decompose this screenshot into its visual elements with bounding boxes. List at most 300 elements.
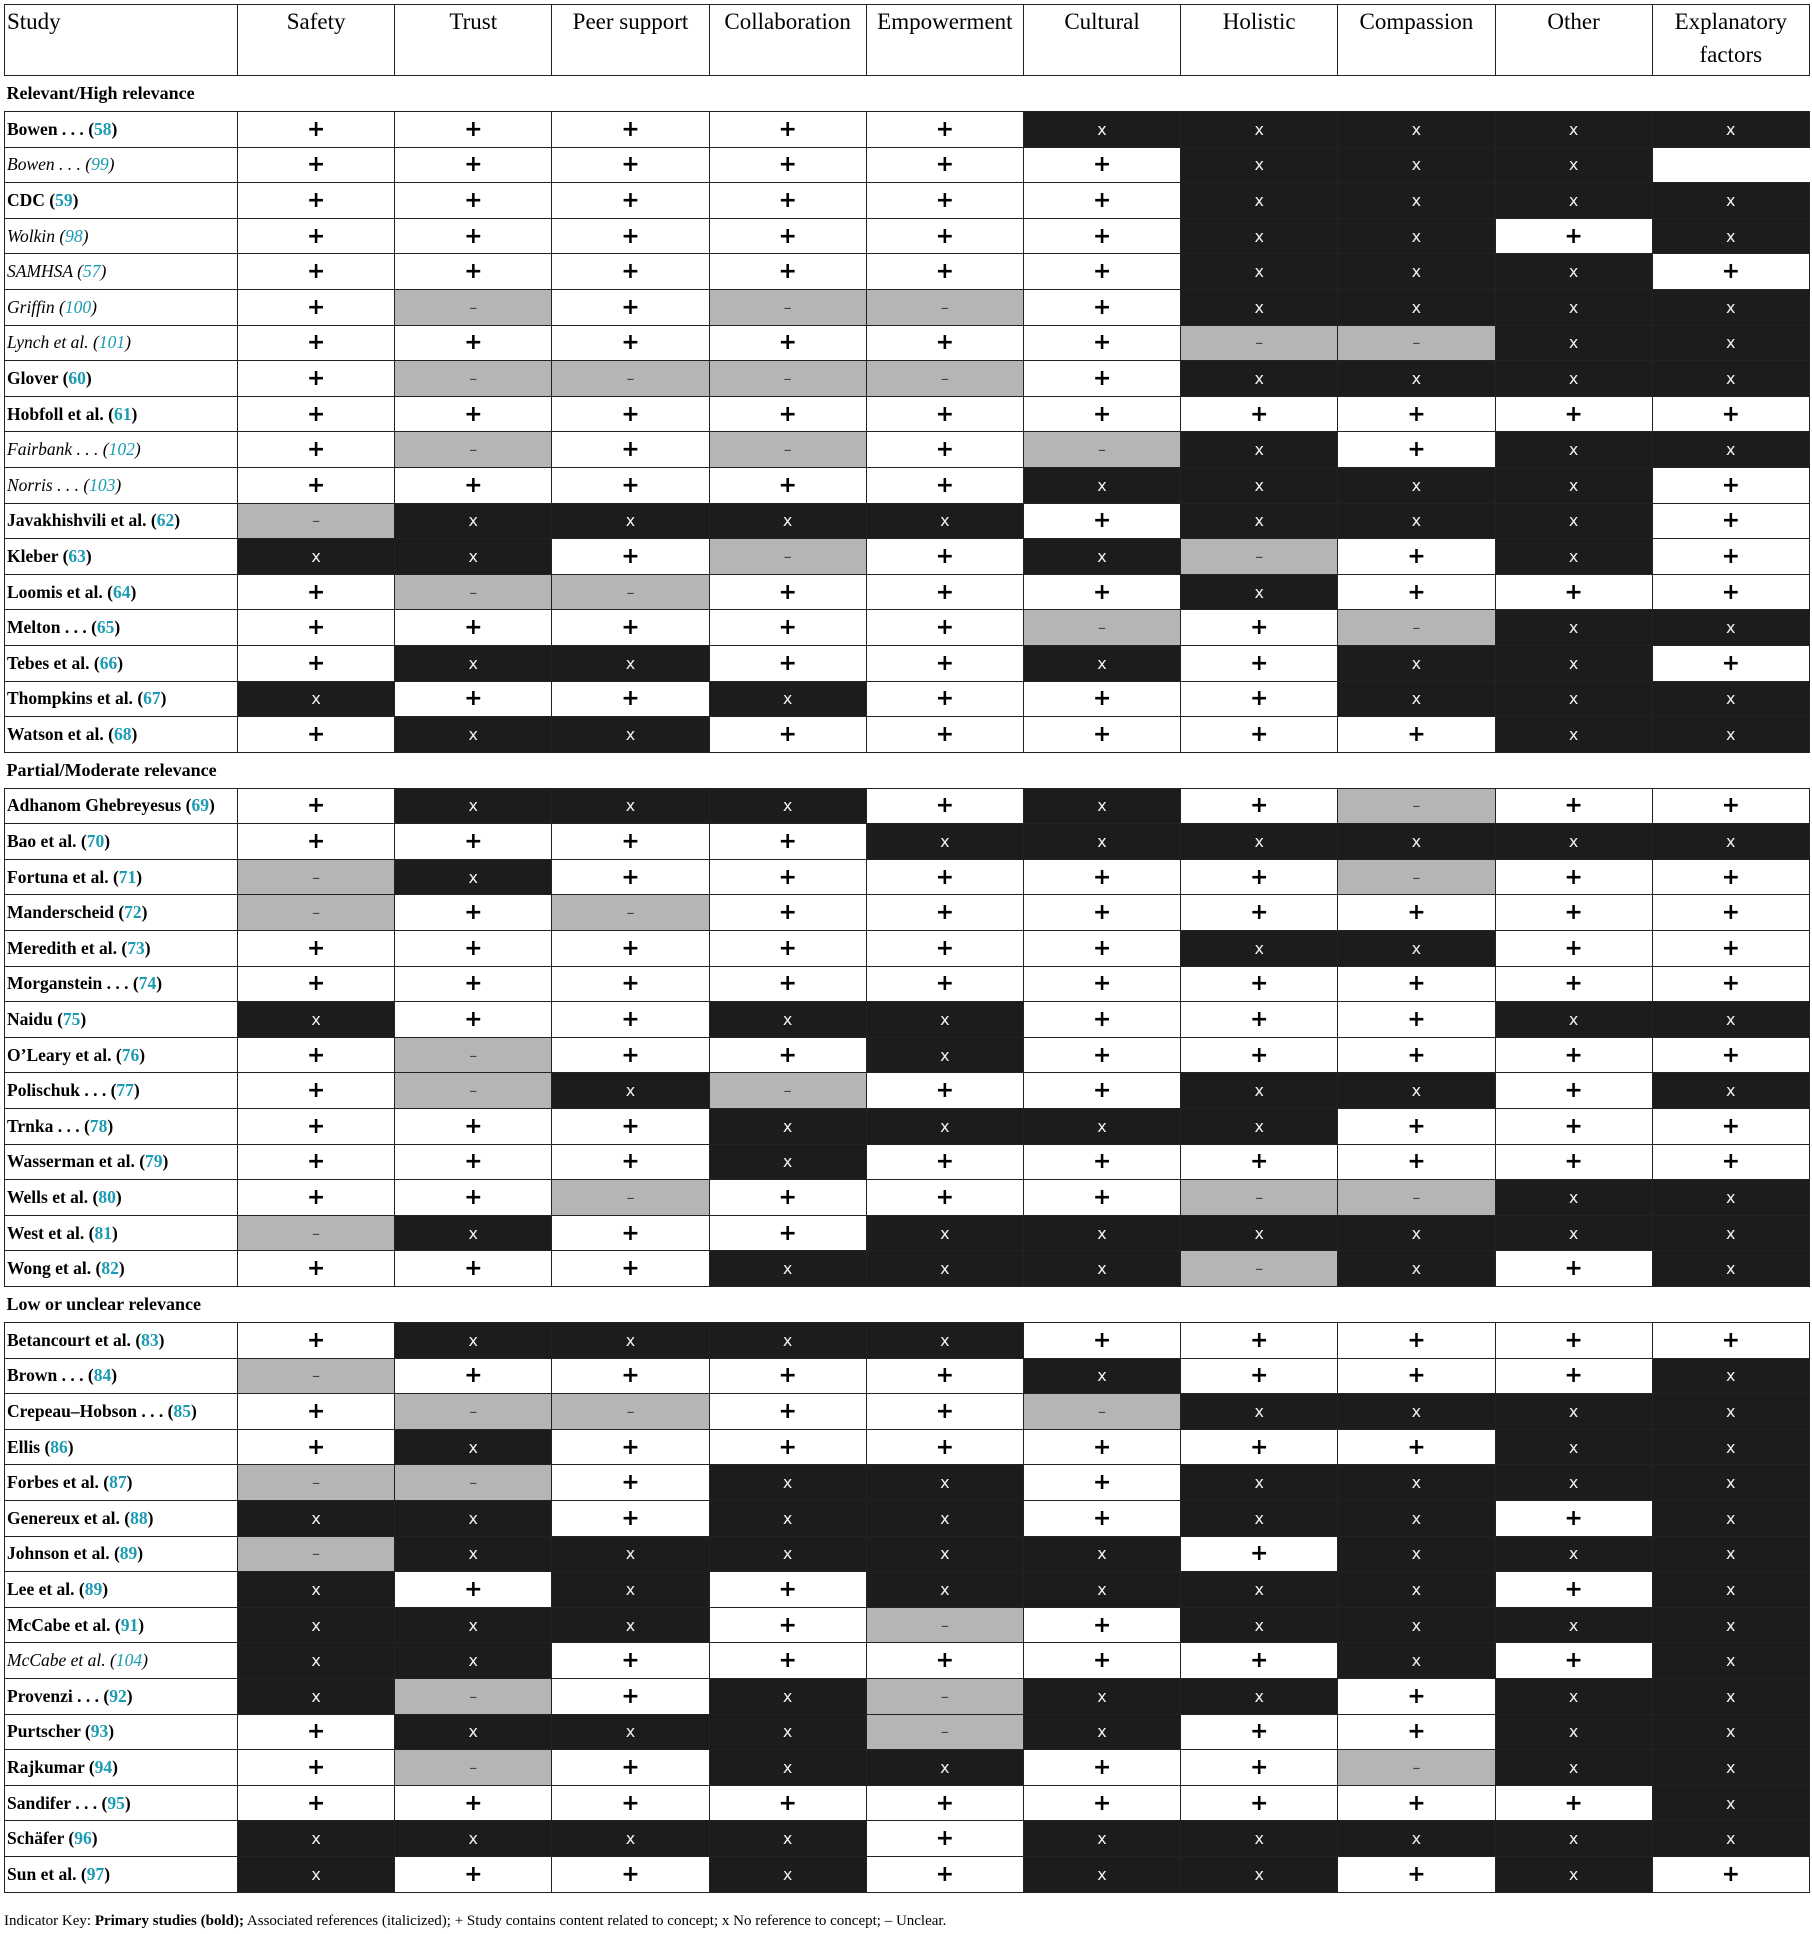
cell-present: + (552, 966, 709, 1002)
cell-unclear: – (395, 1678, 552, 1714)
reference-link[interactable]: 75 (62, 1009, 81, 1030)
cell-unclear: – (866, 1678, 1023, 1714)
cell-present: + (709, 966, 866, 1002)
cell-absent: x (1495, 1856, 1652, 1892)
cell-absent: x (1495, 289, 1652, 325)
cell-present: + (1023, 859, 1180, 895)
study-label: Naidu (7, 1009, 53, 1030)
cell-present: + (395, 1572, 552, 1608)
reference-link[interactable]: 71 (118, 866, 137, 887)
cell-absent: x (238, 1572, 395, 1608)
study-label: McCabe et al. (7, 1650, 106, 1671)
study-label: Lynch et al. (7, 332, 89, 353)
reference-link[interactable]: 94 (94, 1756, 113, 1777)
cell-present: + (395, 1251, 552, 1287)
cell-present: + (238, 645, 395, 681)
header-other: Other (1495, 5, 1652, 76)
study-label: Wasserman et al. (7, 1151, 135, 1172)
cell-present: + (709, 325, 866, 361)
cell-present: + (552, 1750, 709, 1786)
table-row (5, 396, 1810, 432)
cell-absent: x (238, 539, 395, 575)
cell-absent: x (1495, 467, 1652, 503)
cell-present: + (709, 1643, 866, 1679)
cell-present: + (866, 432, 1023, 468)
reference-link[interactable]: 93 (90, 1721, 109, 1742)
cell-absent: x (1652, 289, 1809, 325)
header-safety: Safety (238, 5, 395, 76)
reference-link[interactable]: 76 (121, 1044, 140, 1065)
key-rest: Associated references (italicized); + Study contains content related to concept; x No reference to concept; – Unclear. (246, 1913, 947, 1929)
cell-present: + (1181, 1144, 1338, 1180)
cell-present: + (1181, 1785, 1338, 1821)
cell-absent: x (1181, 503, 1338, 539)
reference-link[interactable]: 65 (96, 617, 115, 638)
table-row (5, 717, 1810, 753)
cell-absent: x (1338, 467, 1495, 503)
study-name: Wong et al. (82) (5, 1251, 238, 1287)
study-label: Rajkumar (7, 1756, 85, 1777)
cell-present: + (395, 325, 552, 361)
table-row (5, 1358, 1810, 1394)
cell-present: + (1181, 1429, 1338, 1465)
cell-absent: x (1652, 1215, 1809, 1251)
cell-present: + (866, 467, 1023, 503)
cell-absent: x (1652, 1500, 1809, 1536)
reference-link[interactable]: 84 (93, 1365, 112, 1386)
cell-absent: x (1495, 1536, 1652, 1572)
cell-present: + (395, 396, 552, 432)
cell-present: + (1023, 1785, 1180, 1821)
cell-absent: x (1652, 1251, 1809, 1287)
cell-unclear: – (1181, 1251, 1338, 1287)
cell-absent: x (552, 788, 709, 824)
cell-absent: x (395, 1643, 552, 1679)
cell-present: + (1181, 1536, 1338, 1572)
cell-present: + (866, 396, 1023, 432)
cell-absent: x (552, 1536, 709, 1572)
cell-absent: x (1338, 254, 1495, 290)
cell-unclear: – (1181, 325, 1338, 361)
cell-present: + (238, 254, 395, 290)
cell-absent: x (1652, 1607, 1809, 1643)
cell-present: + (552, 1251, 709, 1287)
cell-absent: x (395, 1323, 552, 1359)
study-name: Loomis et al. (64) (5, 574, 238, 610)
cell-present: + (866, 1429, 1023, 1465)
reference-link[interactable]: 69 (191, 795, 209, 816)
reference-link[interactable]: 82 (101, 1258, 119, 1279)
reference-link[interactable]: 73 (127, 937, 145, 958)
cell-present: + (552, 1500, 709, 1536)
table-row (5, 218, 1810, 254)
reference-link[interactable]: 72 (124, 902, 142, 923)
cell-absent: x (238, 1002, 395, 1038)
cell-present: + (395, 1856, 552, 1892)
study-name: O’Leary et al. (76) (5, 1037, 238, 1073)
table-row (5, 432, 1810, 468)
reference-link[interactable]: 99 (91, 154, 109, 175)
cell-unclear: – (866, 289, 1023, 325)
cell-present: + (1495, 1500, 1652, 1536)
cell-present: + (238, 147, 395, 183)
reference-link[interactable]: 67 (143, 688, 161, 709)
reference-link[interactable]: 66 (99, 652, 118, 673)
table-row (5, 1215, 1810, 1251)
reference-link[interactable]: 78 (89, 1115, 108, 1136)
cell-absent: x (1652, 1643, 1809, 1679)
cell-present: + (552, 1678, 709, 1714)
cell-absent: x (238, 1607, 395, 1643)
cell-absent: x (1652, 1714, 1809, 1750)
cell-present: + (1023, 931, 1180, 967)
cell-present: + (1181, 788, 1338, 824)
cell-present: + (552, 147, 709, 183)
study-name: Trnka . . . (78) (5, 1109, 238, 1145)
cell-present: + (552, 539, 709, 575)
cell-present: + (552, 1109, 709, 1145)
reference-link[interactable]: 95 (107, 1792, 125, 1813)
cell-absent: x (1181, 218, 1338, 254)
cell-unclear: – (709, 289, 866, 325)
reference-link[interactable]: 101 (98, 332, 126, 353)
cell-present: + (238, 1180, 395, 1216)
cell-present: + (709, 396, 866, 432)
table-row (5, 1572, 1810, 1608)
study-name: Purtscher (93) (5, 1714, 238, 1750)
reference-link[interactable]: 97 (86, 1863, 105, 1884)
cell-absent: x (1495, 1002, 1652, 1038)
study-label: Meredith et al. (7, 937, 117, 958)
cell-present: + (238, 1109, 395, 1145)
cell-present: + (1652, 396, 1809, 432)
reference-link[interactable]: 70 (86, 831, 105, 852)
study-name: Fairbank . . . (102) (5, 432, 238, 468)
cell-present: + (1495, 966, 1652, 1002)
cell-absent: x (1495, 1429, 1652, 1465)
reference-link[interactable]: 81 (94, 1222, 112, 1243)
cell-absent: x (1023, 1856, 1180, 1892)
cell-present: + (1338, 1002, 1495, 1038)
table-row (5, 503, 1810, 539)
cell-absent: x (866, 1002, 1023, 1038)
reference-link[interactable]: 104 (115, 1650, 143, 1671)
reference-link[interactable]: 68 (113, 723, 132, 744)
cell-present: + (1023, 183, 1180, 219)
cell-present: + (709, 1215, 866, 1251)
cell-unclear: – (238, 1536, 395, 1572)
cell-absent: x (866, 1215, 1023, 1251)
cell-present: + (552, 1643, 709, 1679)
cell-unclear: – (395, 1073, 552, 1109)
cell-present: + (1181, 610, 1338, 646)
cell-present: + (709, 1607, 866, 1643)
study-name: Norris . . . (103) (5, 467, 238, 503)
study-name: Watson et al. (68) (5, 717, 238, 753)
reference-link[interactable]: 100 (64, 296, 92, 317)
cell-present: + (238, 610, 395, 646)
table-row (5, 574, 1810, 610)
cell-present: + (1652, 859, 1809, 895)
reference-link[interactable]: 102 (108, 439, 135, 460)
reference-link[interactable]: 61 (113, 403, 132, 424)
cell-present: + (1652, 503, 1809, 539)
header-empowerment: Empowerment (866, 5, 1023, 76)
cell-present: + (395, 1144, 552, 1180)
cell-unclear: – (1338, 1180, 1495, 1216)
cell-absent: x (1023, 1215, 1180, 1251)
cell-present: + (238, 717, 395, 753)
cell-absent: x (1495, 1215, 1652, 1251)
reference-link[interactable]: 87 (109, 1472, 127, 1493)
reference-link[interactable]: 96 (74, 1828, 92, 1849)
reference-link[interactable]: 58 (94, 118, 112, 139)
cell-present: + (709, 1180, 866, 1216)
cell-present: + (1338, 717, 1495, 753)
reference-link[interactable]: 57 (82, 261, 101, 282)
cell-absent: x (1181, 361, 1338, 397)
header-collaboration: Collaboration (709, 5, 866, 76)
study-name: Rajkumar (94) (5, 1750, 238, 1786)
table-row (5, 112, 1810, 148)
study-name: Hobfoll et al. (61) (5, 396, 238, 432)
cell-absent: x (866, 1500, 1023, 1536)
cell-absent: x (1495, 112, 1652, 148)
cell-present: + (1495, 931, 1652, 967)
cell-present: + (552, 1465, 709, 1501)
study-name: Glover (60) (5, 361, 238, 397)
cell-absent: x (709, 1678, 866, 1714)
cell-absent: x (866, 824, 1023, 860)
cell-unclear: – (709, 361, 866, 397)
cell-absent: x (1181, 1500, 1338, 1536)
reference-link[interactable]: 89 (119, 1543, 138, 1564)
cell-present: + (866, 1821, 1023, 1857)
study-name: Fortuna et al. (71) (5, 859, 238, 895)
cell-absent: x (1181, 112, 1338, 148)
study-label: Morganstein . . . (7, 973, 129, 994)
reference-link[interactable]: 60 (68, 367, 86, 388)
cell-absent: x (238, 1821, 395, 1857)
cell-absent: x (1495, 503, 1652, 539)
reference-link[interactable]: 77 (116, 1080, 134, 1101)
section-header (5, 752, 1810, 788)
cell-absent: x (1495, 147, 1652, 183)
cell-present: + (1023, 361, 1180, 397)
cell-absent: x (552, 1323, 709, 1359)
cell-unclear: – (552, 574, 709, 610)
cell-present: + (709, 859, 866, 895)
cell-unclear: – (395, 1465, 552, 1501)
study-label: Norris . . . (7, 474, 79, 495)
study-label: Watson et al. (7, 723, 104, 744)
cell-present: + (709, 183, 866, 219)
cell-present: + (552, 254, 709, 290)
cell-absent: x (866, 1465, 1023, 1501)
cell-absent: x (1495, 254, 1652, 290)
study-label: Bao et al. (7, 831, 77, 852)
cell-absent: x (1181, 1394, 1338, 1430)
cell-absent: x (1023, 539, 1180, 575)
cell-present: + (395, 112, 552, 148)
cell-absent: x (709, 788, 866, 824)
study-label: Wong et al. (7, 1258, 92, 1279)
study-label: Johnson et al. (7, 1543, 110, 1564)
cell-unclear: – (238, 895, 395, 931)
cell-absent: x (395, 1536, 552, 1572)
cell-absent: x (709, 1251, 866, 1287)
study-name: Forbes et al. (87) (5, 1465, 238, 1501)
cell-absent: x (1181, 1856, 1338, 1892)
cell-absent: x (866, 1109, 1023, 1145)
cell-present: + (1338, 895, 1495, 931)
cell-unclear: – (395, 574, 552, 610)
table-row (5, 254, 1810, 290)
cell-absent: x (1181, 467, 1338, 503)
indicator-key (4, 1913, 946, 1930)
cell-present: + (1495, 396, 1652, 432)
reference-link[interactable]: 98 (65, 225, 83, 246)
cell-absent: x (1495, 1714, 1652, 1750)
cell-absent: x (1495, 681, 1652, 717)
cell-present: + (238, 931, 395, 967)
cell-absent: x (1181, 1572, 1338, 1608)
cell-present: + (238, 1714, 395, 1750)
reference-link[interactable]: 64 (112, 581, 131, 602)
study-name: Wolkin (98) (5, 218, 238, 254)
table-row (5, 1785, 1810, 1821)
cell-unclear: – (552, 895, 709, 931)
cell-present: + (395, 1109, 552, 1145)
study-label: Schäfer (7, 1828, 65, 1849)
cell-unclear: – (1338, 859, 1495, 895)
cell-unclear: – (552, 1394, 709, 1430)
cell-unclear: – (866, 1607, 1023, 1643)
cell-absent: x (1338, 1073, 1495, 1109)
cell-present: + (1023, 966, 1180, 1002)
cell-present: + (866, 539, 1023, 575)
reference-link[interactable]: 91 (120, 1614, 139, 1635)
header-holistic: Holistic (1181, 5, 1338, 76)
cell-present: + (709, 895, 866, 931)
cell-absent: x (238, 1643, 395, 1679)
section-header (5, 1287, 1810, 1323)
cell-present: + (1495, 1144, 1652, 1180)
study-label: Thompkins et al. (7, 688, 133, 709)
cell-present: + (552, 1215, 709, 1251)
cell-present: + (395, 254, 552, 290)
reference-link[interactable]: 80 (98, 1187, 116, 1208)
cell-absent: x (1181, 1821, 1338, 1857)
cell-present: + (1338, 1109, 1495, 1145)
cell-absent: x (238, 1500, 395, 1536)
cell-present: + (709, 1394, 866, 1430)
cell-absent: x (1652, 1465, 1809, 1501)
cell-absent: x (1495, 610, 1652, 646)
cell-present: + (866, 1643, 1023, 1679)
cell-absent: x (1652, 681, 1809, 717)
study-name: Wells et al. (80) (5, 1180, 238, 1216)
cell-absent: x (1495, 1180, 1652, 1216)
cell-absent: x (1338, 361, 1495, 397)
cell-absent: x (1023, 1536, 1180, 1572)
study-label: Brown . . . (7, 1365, 84, 1386)
study-name: Javakhishvili et al. (62) (5, 503, 238, 539)
cell-absent: x (709, 681, 866, 717)
reference-link[interactable]: 86 (50, 1436, 68, 1457)
cell-absent: x (1023, 1572, 1180, 1608)
cell-present: + (1181, 1037, 1338, 1073)
reference-link[interactable]: 103 (89, 474, 116, 495)
cell-absent: x (1181, 1215, 1338, 1251)
cell-present: + (1495, 1251, 1652, 1287)
study-label: Bowen . . . (7, 154, 81, 175)
table-row (5, 147, 1810, 183)
cell-present: + (1181, 1750, 1338, 1786)
cell-present: + (1023, 1180, 1180, 1216)
study-name: Kleber (63) (5, 539, 238, 575)
cell-absent: x (866, 1572, 1023, 1608)
reference-link[interactable]: 63 (68, 545, 86, 566)
cell-present: + (1181, 895, 1338, 931)
study-label: Polischuk . . . (7, 1080, 107, 1101)
cell-present: + (552, 824, 709, 860)
reference-link[interactable]: 92 (109, 1685, 127, 1706)
cell-absent: x (1495, 1394, 1652, 1430)
cell-absent: x (1652, 1073, 1809, 1109)
cell-absent: x (1023, 824, 1180, 860)
table-row (5, 1144, 1810, 1180)
reference-link[interactable]: 83 (141, 1329, 159, 1350)
cell-present: + (552, 681, 709, 717)
table-row (5, 931, 1810, 967)
cell-absent: x (1495, 1607, 1652, 1643)
reference-link[interactable]: 89 (84, 1578, 103, 1599)
cell-absent: x (1338, 824, 1495, 860)
reference-link[interactable]: 62 (156, 510, 175, 531)
cell-absent: x (1652, 1002, 1809, 1038)
reference-link[interactable]: 85 (173, 1400, 191, 1421)
cell-absent: x (1652, 1821, 1809, 1857)
cell-absent: x (709, 1109, 866, 1145)
key-primary: Primary studies (bold); (94, 1913, 244, 1929)
reference-link[interactable]: 59 (55, 189, 73, 210)
study-name: Melton . . . (65) (5, 610, 238, 646)
cell-present: + (395, 1358, 552, 1394)
cell-absent: x (1495, 361, 1652, 397)
study-label: Loomis et al. (7, 581, 103, 602)
cell-absent: x (1338, 681, 1495, 717)
study-label: Betancourt et al. (7, 1329, 131, 1350)
cell-absent: x (1338, 1643, 1495, 1679)
cell-absent: x (1338, 112, 1495, 148)
table-row (5, 1073, 1810, 1109)
cell-present: + (1652, 1037, 1809, 1073)
study-name: Polischuk . . . (77) (5, 1073, 238, 1109)
cell-present: + (238, 432, 395, 468)
study-name: CDC (59) (5, 183, 238, 219)
cell-present: + (395, 1002, 552, 1038)
study-label: Sun et al. (7, 1863, 77, 1884)
reference-link[interactable]: 74 (138, 973, 157, 994)
reference-link[interactable]: 79 (145, 1151, 163, 1172)
cell-absent: x (552, 1714, 709, 1750)
cell-absent: x (1338, 1572, 1495, 1608)
cell-absent: x (552, 717, 709, 753)
reference-link[interactable]: 88 (130, 1507, 148, 1528)
study-label: Crepeau–Hobson . . . (7, 1400, 164, 1421)
cell-unclear: – (1338, 788, 1495, 824)
